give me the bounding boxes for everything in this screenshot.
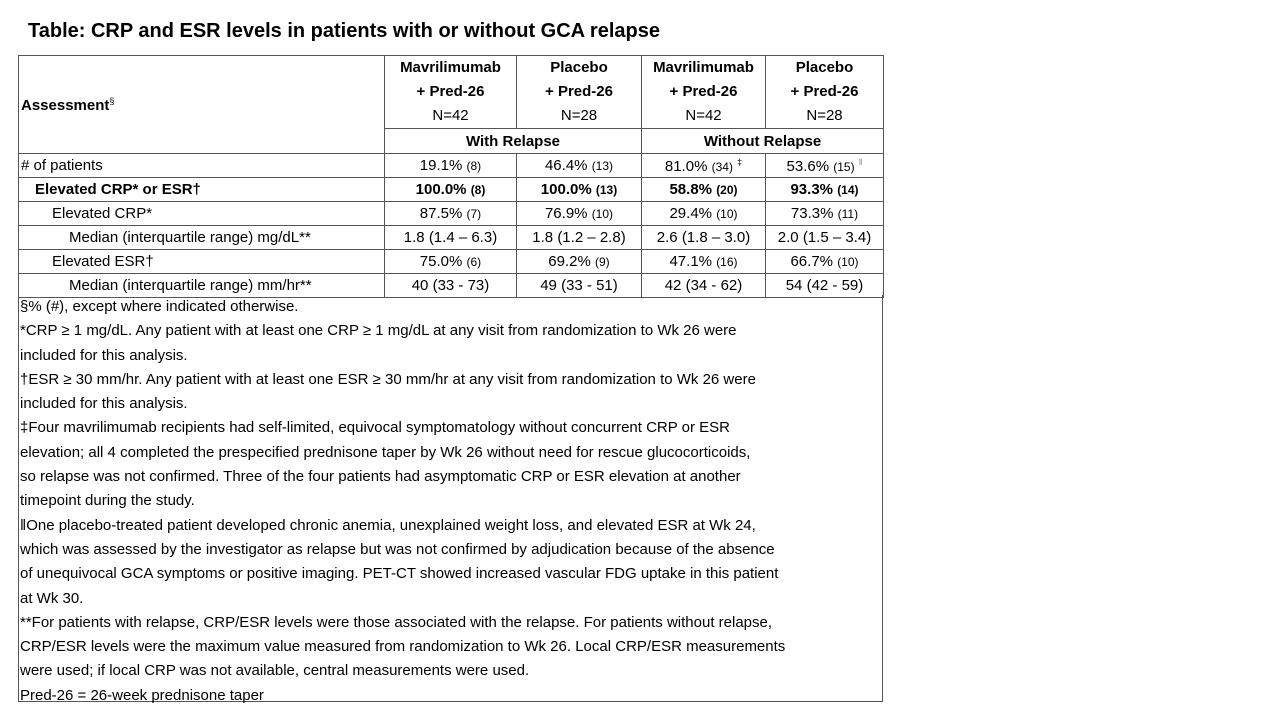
column-header [517,56,642,129]
table-row [19,250,884,274]
cell-value: 19.1% [419,157,463,174]
table-cell [517,226,642,250]
column-header [642,56,766,129]
column-header [766,56,884,129]
row-label: Median (interquartile range) mm/hr** [19,274,385,298]
cell-value: 76.9% [544,205,588,222]
data-table [18,55,884,298]
cell-value: 100.0% [415,181,467,198]
table-cell [642,274,766,298]
cell-count: (10) [591,207,614,221]
table-row [19,202,884,226]
footnote-line: which was assessed by the investigator as relapse but was not confirmed by adjudication because of the absence [20,540,775,558]
table-cell [766,178,884,202]
cell-value: 66.7% [790,253,834,270]
table-cell [642,202,766,226]
cell-value: 54 (42 - 59) [785,277,864,294]
table-cell [385,226,517,250]
footnote-line: ‡Four mavrilimumab recipients had self-limited, equivocal symptomatology without concurrent CRP or ESR [20,419,731,437]
row-label: Elevated CRP* [19,202,385,226]
table-cell [385,250,517,274]
cell-value: 1.8 (1.2 – 2.8) [532,229,626,246]
footnote-line: CRP/ESR levels were the maximum value measured from randomization to Wk 26. Local CRP/ESR measurements [20,638,786,656]
cell-value: 47.1% [669,253,713,270]
table-cell [517,178,642,202]
table-cell [642,226,766,250]
header-row [19,56,884,129]
table-cell [766,274,884,298]
row-label: Elevated ESR† [19,250,385,274]
cell-count: (6) [466,255,482,269]
column-n: N=42 [432,107,469,124]
cell-value: 1.8 (1.4 – 6.3) [403,229,498,246]
cell-value: 81.0% [664,157,708,175]
table-cell [766,154,884,178]
column-drug: Mavrilimumab [653,59,754,76]
cell-count: (14) [837,183,859,197]
footnote-line: included for this analysis. [20,346,188,364]
cell-value: 75.0% [419,253,463,270]
table-cell [385,202,517,226]
cell-value: 87.5% [419,205,463,222]
cell-value: 58.8% [669,181,713,198]
footnote-line: Pred-26 = 26-week prednisone taper [20,686,264,704]
row-label: # of patients [19,154,385,178]
footnotes [18,295,883,702]
table-cell [766,250,884,274]
cell-count: (16) [716,255,738,269]
cell-value: 40 (33 - 73) [411,277,490,294]
cell-count: (8) [466,159,482,173]
footnote-line: §% (#), except where indicated otherwise. [20,298,299,315]
cell-count: (15) [833,159,855,174]
cell-count: (13) [591,159,614,173]
footnote-line: of unequivocal GCA symptoms or positive imaging. PET-CT showed increased vascular FDG uptake in this patient [20,565,779,583]
cell-value: 46.4% [544,157,588,174]
cell-count: (10) [716,207,738,221]
column-drug: Mavrilimumab [400,59,501,76]
footnote-line: *CRP ≥ 1 mg/dL. Any patient with at least one CRP ≥ 1 mg/dL at any visit from randomization to Wk 26 were [20,322,737,340]
column-pred: + Pred-26 [669,83,738,100]
footnote-line: elevation; all 4 completed the prespecified prednisone taper by Wk 26 without need for rescue glucocorticoids, [20,443,751,461]
cell-value: 2.6 (1.8 – 3.0) [656,229,751,246]
column-pred: + Pred-26 [790,83,859,100]
table-cell [766,226,884,250]
footnote-line: were used; if local CRP was not available, central measurements were used. [20,662,530,680]
table-cell [766,202,884,226]
row-label: Elevated CRP* or ESR† [19,178,385,202]
table-row [19,178,884,202]
footnote-marker: ǁ [858,156,863,167]
column-pred: + Pred-26 [416,83,485,100]
cell-count: (7) [466,207,482,221]
cell-count: (11) [837,207,859,221]
column-drug: Placebo [795,59,854,76]
footnote-line: included for this analysis. [20,395,188,413]
cell-value: 93.3% [790,181,834,198]
column-pred: + Pred-26 [545,83,613,100]
table-cell [385,274,517,298]
cell-count: (34) [711,159,733,174]
cell-value: 100.0% [540,181,592,198]
cell-count: (9) [595,255,610,269]
footnote-line: †ESR ≥ 30 mm/hr. Any patient with at least one ESR ≥ 30 mm/hr at any visit from randomization to Wk 26 were [20,370,756,388]
cell-value: 69.2% [548,253,591,270]
footnote-line: **For patients with relapse, CRP/ESR levels were those associated with the relapse. For patients without relapse, [20,613,773,631]
row-label: Median (interquartile range) mg/dL** [19,226,385,250]
footnote-line: at Wk 30. [20,589,84,607]
cell-value: 73.3% [790,205,834,222]
table-cell [517,250,642,274]
cell-value: 49 (33 - 51) [540,277,618,294]
table-row [19,154,884,178]
footnote-line: ǁOne placebo-treated patient developed chronic anemia, unexplained weight loss, and elevated ESR at Wk 24, [20,516,756,534]
footnote-line: so relapse was not confirmed. Three of the four patients had asymptomatic CRP or ESR elevation at another [20,468,741,486]
table-cell [642,154,766,178]
column-drug: Placebo [550,59,608,76]
table-cell [517,154,642,178]
assessment-header: Assessment§ [19,56,385,154]
table-cell [385,154,517,178]
table-title: Table: CRP and ESR levels in patients with or without GCA relapse [28,20,660,42]
table-cell [517,202,642,226]
table-cell [642,178,766,202]
table-cell [517,274,642,298]
group-without-relapse: Without Relapse [642,129,884,154]
cell-value: 29.4% [669,205,713,222]
column-n: N=28 [560,107,598,124]
column-n: N=28 [806,107,843,124]
cell-value: 2.0 (1.5 – 3.4) [777,229,872,246]
column-header [385,56,517,129]
cell-count: (8) [470,183,486,197]
cell-value: 53.6% [786,157,830,175]
column-n: N=42 [685,107,722,124]
table-row [19,274,884,298]
table-cell [642,250,766,274]
cell-value: 42 (34 - 62) [664,277,743,294]
cell-count: (10) [837,255,859,269]
cell-count: (20) [716,183,738,197]
footnote-marker: ‡ [737,156,743,167]
group-with-relapse: With Relapse [385,129,642,154]
cell-count: (13) [595,183,618,197]
table-cell [385,178,517,202]
table-row [19,226,884,250]
footnote-line: timepoint during the study. [20,492,195,510]
